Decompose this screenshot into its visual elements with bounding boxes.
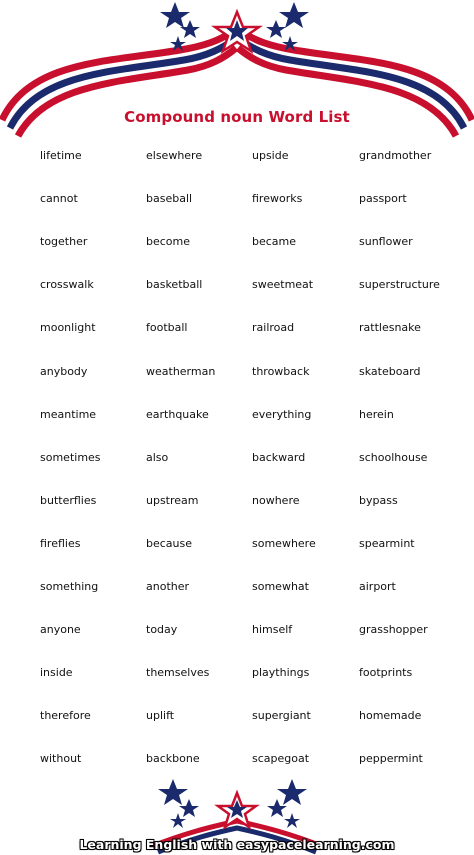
word-item: footprints (359, 666, 413, 680)
word-item: therefore (40, 709, 91, 723)
word-item: nowhere (252, 493, 300, 507)
word-item: moonlight (40, 321, 96, 335)
word-item: uplift (146, 709, 175, 723)
word-item: anyone (40, 623, 81, 637)
word-item: everything (252, 407, 312, 421)
word-item: another (146, 580, 190, 593)
word-item: playthings (252, 666, 310, 680)
word-item: herein (359, 407, 394, 421)
word-item: become (146, 235, 191, 249)
word-item: upside (252, 149, 289, 162)
word-item: sometimes (40, 450, 101, 464)
word-item: together (40, 235, 88, 249)
word-item: throwback (252, 364, 310, 378)
word-item: crosswalk (40, 278, 94, 292)
word-item: butterflies (40, 493, 97, 507)
word-item: supergiant (252, 709, 311, 723)
word-item: backward (252, 450, 306, 464)
word-item: earthquake (146, 407, 209, 421)
word-item: basketball (146, 278, 203, 292)
word-item: meantime (40, 407, 97, 421)
page-title: Compound noun Word List (124, 108, 350, 126)
footer-text: Learning English with easypacelearning.com (79, 837, 395, 852)
word-item: baseball (146, 192, 193, 206)
word-item: somewhere (252, 536, 316, 550)
word-item: anybody (40, 364, 88, 378)
word-item: himself (252, 623, 293, 637)
word-item: railroad (252, 321, 295, 335)
word-item: something (40, 580, 99, 593)
word-item: sunflower (359, 235, 413, 249)
word-item: fireworks (252, 192, 303, 206)
word-item: airport (359, 580, 396, 593)
word-item: today (146, 623, 178, 637)
star-icon (284, 813, 300, 828)
word-item: lifetime (40, 149, 82, 162)
word-item: backbone (146, 752, 200, 766)
word-item: sweetmeat (252, 278, 314, 292)
word-item: also (146, 450, 169, 464)
word-item: weatherman (146, 364, 216, 378)
word-item: because (146, 536, 193, 550)
star-icon (277, 779, 307, 805)
word-item: themselves (146, 666, 210, 680)
word-item: passport (359, 192, 407, 206)
word-item: somewhat (252, 580, 309, 593)
word-item: peppermint (359, 752, 423, 766)
word-item: skateboard (359, 364, 421, 378)
word-item: homemade (359, 709, 422, 723)
word-item: bypass (359, 493, 398, 507)
word-item: spearmint (359, 536, 415, 550)
star-icon (179, 799, 199, 817)
word-item: without (40, 752, 82, 766)
word-item: elsewhere (146, 149, 203, 162)
word-item: grandmother (359, 149, 432, 162)
word-item: football (146, 321, 188, 335)
word-item: superstructure (359, 278, 440, 292)
word-item: grasshopper (359, 623, 428, 637)
word-item: inside (40, 666, 73, 680)
word-item: upstream (146, 493, 199, 507)
word-item: cannot (40, 192, 78, 206)
word-item: fireflies (40, 536, 81, 550)
word-item: scapegoat (252, 752, 310, 766)
word-item: rattlesnake (359, 321, 421, 335)
word-item: became (252, 235, 297, 249)
star-icon (158, 779, 188, 805)
word-item: schoolhouse (359, 450, 428, 464)
